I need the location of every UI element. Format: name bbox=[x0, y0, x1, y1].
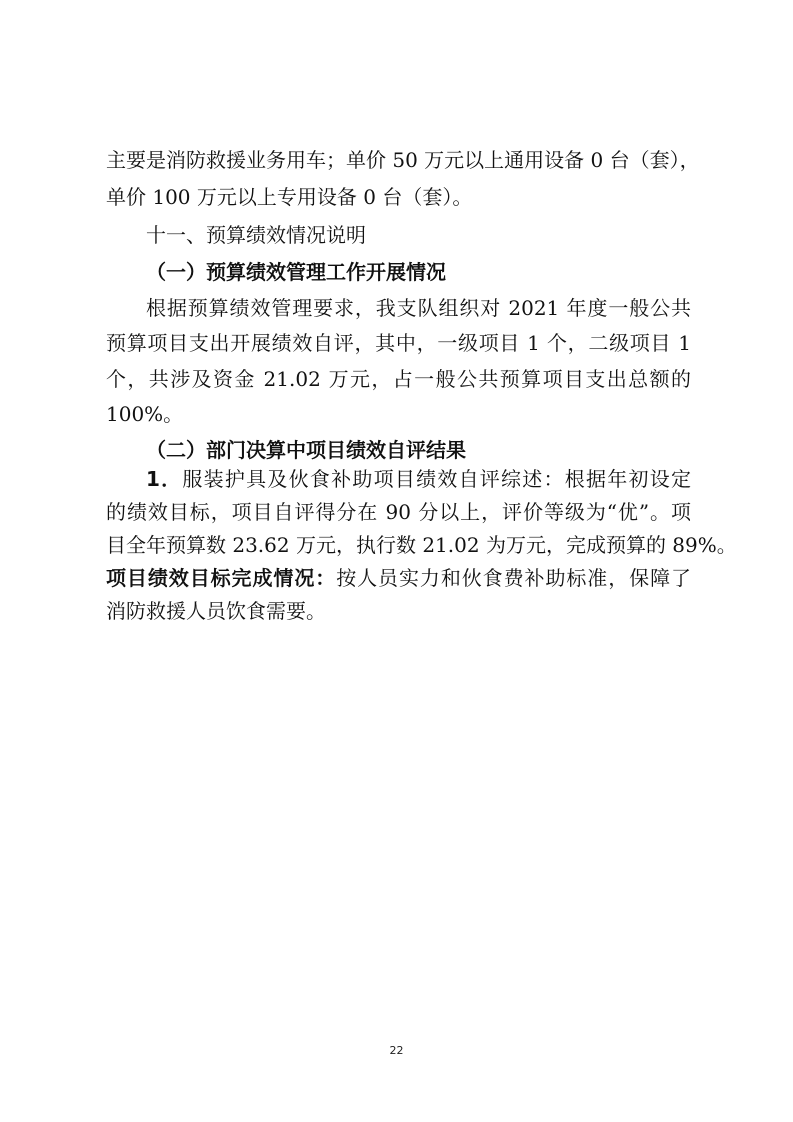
item-1-text-1: 服装护具及伙食补助项目绩效自评综述：根据年初设定 bbox=[182, 467, 691, 491]
subsection-1-title: （一）预算绩效管理工作开展情况 bbox=[146, 260, 446, 284]
item-1-line-2: 的绩效目标，项目自评得分在 90 分以上，评价等级为“优”。项 bbox=[106, 500, 691, 524]
item-1-line-3: 目全年预算数 23.62 万元，执行数 21.02 为万元，完成预算的 89%。 bbox=[106, 533, 737, 557]
subsection-1-line-1: 根据预算绩效管理要求，我支队组织对 2021 年度一般公共 bbox=[146, 296, 691, 320]
item-1-completion-line bbox=[106, 565, 691, 591]
subsection-2-title: （二）部门决算中项目绩效自评结果 bbox=[146, 438, 466, 462]
subsection-1-line-2: 预算项目支出开展绩效自评，其中，一级项目 1 个，二级项目 1 bbox=[106, 331, 691, 355]
completion-label: 项目绩效目标完成情况： bbox=[106, 566, 337, 590]
subsection-1-line-4: 100%。 bbox=[106, 402, 184, 426]
item-1-number: 1． bbox=[146, 467, 183, 491]
equipment-line-2: 单价 100 万元以上专用设备 0 台（套）。 bbox=[106, 185, 473, 209]
completion-text: 按人员实力和伙食费补助标准，保障了 bbox=[336, 566, 692, 590]
equipment-line-1: 主要是消防救援业务用车；单价 50 万元以上通用设备 0 台（套）， bbox=[106, 148, 700, 172]
subsection-1-line-3: 个，共涉及资金 21.02 万元，占一般公共预算项目支出总额的 bbox=[106, 367, 691, 391]
item-1-line-1 bbox=[146, 466, 691, 492]
page-number: 22 bbox=[389, 1044, 404, 1057]
section-11-title: 十一、预算绩效情况说明 bbox=[146, 223, 366, 247]
item-1-completion-line-2: 消防救援人员饮食需要。 bbox=[106, 599, 326, 623]
